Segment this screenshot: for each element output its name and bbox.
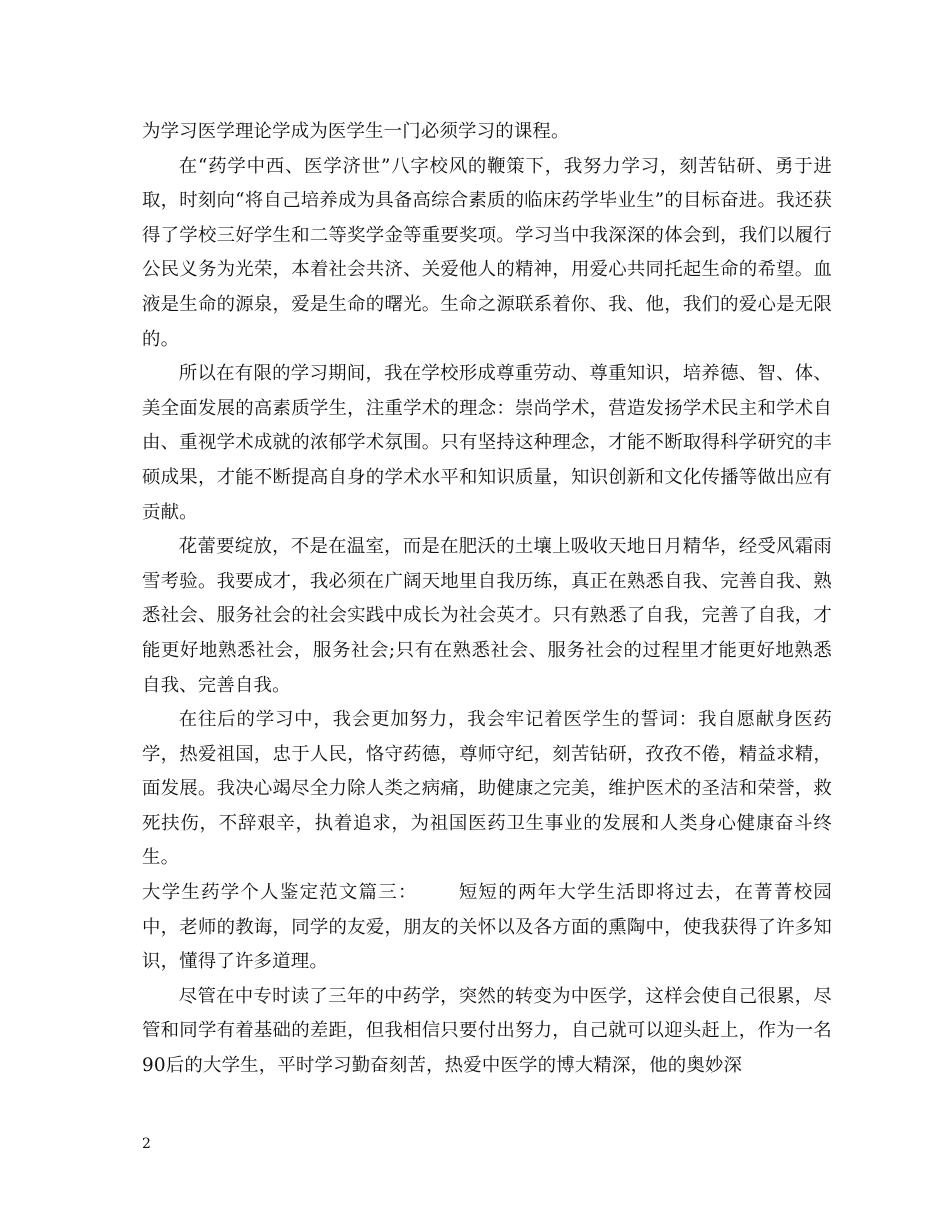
paragraph-4: 花蕾要绽放，不是在温室，而是在肥沃的土壤上吸收天地日月精华，经受风霜雨雪考验。我要成才，我必须在广阔天地里自我历练，真正在熟悉自我、完善自我、熟悉社会、服务社会的社会实践中成长为社会英才。只有熟悉了自我，完善了自我，才能更好地熟悉社会，服务社会;只有在熟悉社会、服务社会的过程里才能更好地熟悉自我、完善自我。 (142, 536, 832, 696)
paragraph-3: 所以在有限的学习期间，我在学校形成尊重劳动、尊重知识，培养德、智、体、美全面发展的高素质学生，注重学术的理念：崇尚学术，营造发扬学术民主和学术自由、重视学术成就的浓郁学术氛围。只有坚持这种理念，才能不断取得科学研究的丰硕成果，才能不断提高自身的学术水平和知识质量，知识创新和文化传播等做出应有贡献。 (142, 363, 832, 523)
page-number: 2 (142, 1136, 151, 1152)
paragraph-7: 尽管在中专时读了三年的中药学，突然的转变为中医学，这样会使自己很累，尽管和同学有着基础的差距，但我相信只要付出努力，自己就可以迎头赶上，作为一名90后的大学生，平时学习勤奋刻苦，热爱中医学的博大精深，他的奥妙深 (142, 985, 832, 1077)
section-heading: 大学生药学个人鉴定范文篇三： (142, 882, 418, 904)
section-text: 短短的两年大学生活即将过去，在菁菁校园中，老师的教诲，同学的友爱，朋友的关怀以及各方面的熏陶中，使我获得了许多知识，懂得了许多道理。 (142, 882, 832, 973)
paragraph-1: 为学习医学理论学成为医学生一门必须学习的课程。 (142, 121, 570, 142)
body-text (142, 115, 832, 1084)
section-paragraph (142, 876, 832, 980)
paragraph-2: 在“药学中西、医学济世”八字校风的鞭策下，我努力学习，刻苦钻研、勇于进取，时刻向“将自己培养成为具备高综合素质的临床药学毕业生”的目标奋进。我还获得了学校三好学生和二等奖学金等重要奖项。学习当中我深深的体会到，我们以履行公民义务为光荣，本着社会共济、关爱他人的精神，用爱心共同托起生命的希望。血液是生命的源泉，爱是生命的曙光。生命之源联系着你、我、他，我们的爱心是无限的。 (142, 155, 832, 350)
paragraph-5: 在往后的学习中，我会更加努力，我会牢记着医学生的誓词：我自愿献身医药学，热爱祖国，忠于人民，恪守药德，尊师守纪，刻苦钻研，孜孜不倦，精益求精，面发展。我决心竭尽全力除人类之病痛，助健康之完美，维护医术的圣洁和荣誉，救死扶伤，不辞艰辛，执着追求，为祖国医药卫生事业的发展和人类身心健康奋斗终生。 (142, 709, 832, 869)
